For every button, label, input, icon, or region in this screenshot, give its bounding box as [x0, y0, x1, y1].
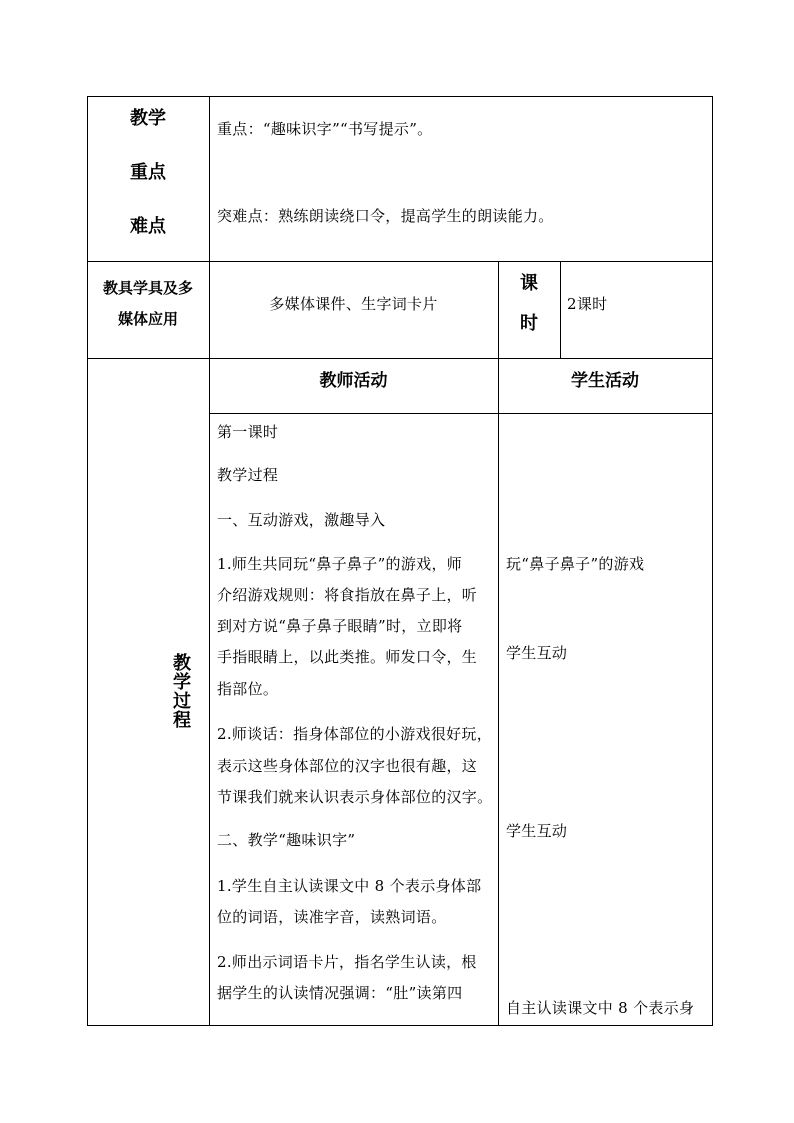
- student-activity-header: 学生活动: [571, 371, 639, 391]
- row-divider-1: [87, 261, 713, 262]
- focus-text: 重点：“趣味识字”“书写提示”。: [217, 120, 433, 138]
- teacher-line-1: 第一课时: [217, 423, 279, 441]
- teacher-line-3: 一、互动游戏，激趣导入: [217, 511, 386, 529]
- materials-label-2: 媒体应用: [117, 310, 178, 328]
- student-line-1: 玩“鼻子鼻子”的游戏: [506, 555, 645, 573]
- teacher-line-12: 二、教学“趣味识字”: [217, 831, 356, 849]
- key-points-label-1: 教学: [130, 108, 166, 129]
- teacher-line-14: 位的词语，读准字音，读熟词语。: [217, 908, 447, 926]
- table-border-right: [712, 96, 713, 1026]
- process-side-label: 教 学 过 程: [173, 653, 191, 731]
- row-divider-2: [87, 358, 713, 359]
- teacher-line-15: 2.师出示词语卡片，指名学生认读，根: [217, 953, 477, 971]
- table-border-bottom: [87, 1025, 713, 1026]
- header-divider: [209, 413, 713, 414]
- hours-label-1: 课: [520, 273, 538, 294]
- difficulty-text: 突难点：熟练朗读绕口令，提高学生的朗读能力。: [217, 207, 554, 225]
- teacher-line-5: 介绍游戏规则：将食指放在鼻子上，听: [217, 586, 478, 604]
- materials-label-1: 教具学具及多: [102, 279, 193, 297]
- label-column-divider: [209, 96, 210, 1026]
- teacher-line-11: 节课我们就来认识表示身体部位的汉字。: [217, 788, 493, 806]
- teacher-line-4: 1.师生共同玩“鼻子鼻子”的游戏，师: [217, 555, 463, 573]
- teacher-line-13: 1.学生自主认读课文中 8 个表示身体部: [217, 877, 482, 895]
- table-border-top: [87, 96, 713, 97]
- key-points-label-2: 重点: [130, 162, 166, 183]
- hours-value: 2课时: [567, 295, 608, 313]
- teacher-line-10: 表示这些身体部位的汉字也很有趣，这: [217, 757, 478, 775]
- teacher-line-9: 2.师谈话：指身体部位的小游戏很好玩，: [217, 725, 493, 743]
- teacher-line-2: 教学过程: [217, 466, 279, 484]
- hours-label-2: 时: [520, 313, 538, 334]
- hours-label-divider: [560, 261, 561, 359]
- materials-text: 多媒体课件、生字词卡片: [269, 295, 438, 313]
- student-line-3: 学生互动: [506, 822, 568, 840]
- teacher-line-8: 指部位。: [217, 680, 279, 698]
- teacher-line-6: 到对方说“鼻子鼻子眼睛”时，立即将: [217, 617, 463, 635]
- student-line-2: 学生互动: [506, 644, 568, 662]
- teacher-line-16: 据学生的认读情况强调：“肚”读第四: [217, 984, 463, 1002]
- key-points-label-3: 难点: [130, 216, 166, 237]
- teacher-activity-header: 教师活动: [319, 371, 388, 391]
- teacher-line-7: 手指眼睛上，以此类推。师发口令，生: [217, 648, 478, 666]
- student-line-4: 自主认读课文中 8 个表示身: [506, 999, 695, 1017]
